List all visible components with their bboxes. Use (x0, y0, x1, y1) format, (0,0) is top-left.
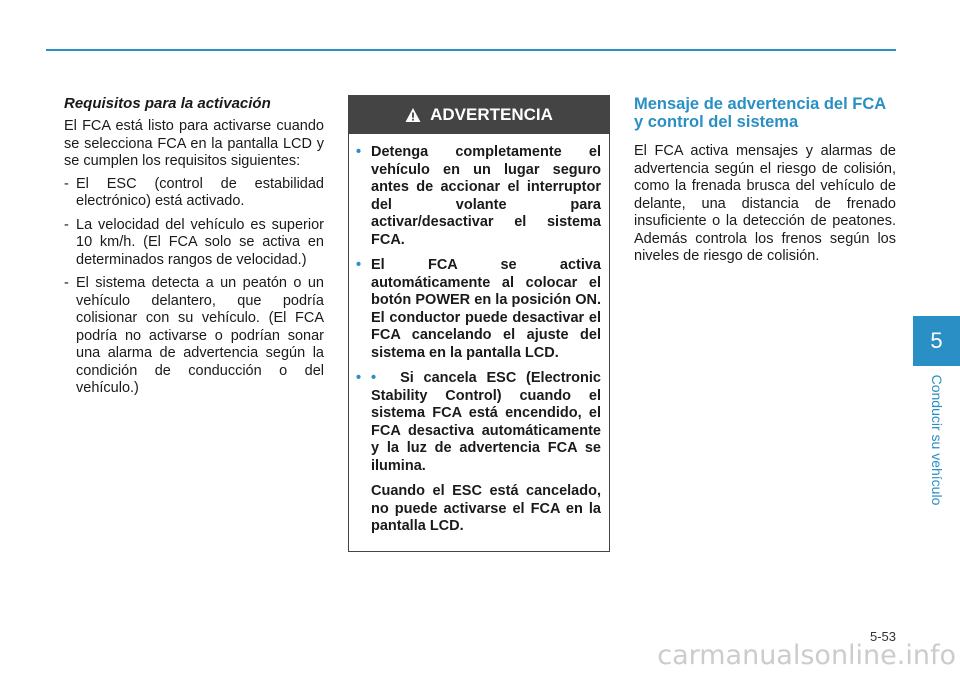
requirement-item (64, 217, 324, 270)
warning-message-column (634, 95, 896, 271)
requirement-item (64, 176, 324, 211)
watermark: carmanualsonline.info (657, 640, 956, 671)
page-number: 5-53 (869, 629, 896, 644)
warning-bullet-text: Si cancela ESC (Electronic Stability Control) cuando el sistema FCA está encendido, el FCA desactiva automáticamente y la luz de advertencia FCA se ilumina. (371, 370, 601, 474)
warning-bullet-text: El FCA se activa automáticamente al colocar el botón POWER en la posición ON. El conductor puede desactivar el FCA cancelando el ajuste del sistema en la pantalla LCD. (371, 257, 601, 361)
bullet-dot: • (356, 370, 362, 386)
warning-bullet (356, 144, 601, 249)
dash-marker: - (64, 275, 69, 291)
activation-intro: El FCA está listo para activarse cuando se selecciona FCA en la pantalla LCD y se cumplen los requisitos siguientes: (64, 118, 324, 169)
activation-requirements-column (64, 95, 324, 404)
warning-message-body: El FCA activa mensajes y alarmas de advertencia según el riesgo de colisión, como la frenada brusca del vehículo de delante, una distancia de frenado insuficiente o la detección de peatones. Además controla los frenos según los niveles de riesgo de colisión. (634, 143, 896, 264)
warning-bullet (356, 370, 601, 475)
requirement-text: El sistema detecta a un peatón o un vehículo delantero, que podría colisionar con su vehículo. (El FCA podría no activarse o podrían sonar una alarma de advertencia según la condición de conducción o del vehículo.) (76, 275, 324, 396)
warning-body (349, 134, 609, 536)
bullet-dot: • (356, 257, 362, 273)
chapter-title: Conducir su vehículo (929, 374, 945, 506)
requirement-text: La velocidad del vehículo es superior 10 km/h. (El FCA solo se activa en determinados rangos de velocidad.) (76, 216, 324, 268)
dash-marker: - (64, 175, 69, 192)
requirement-item (64, 275, 324, 398)
dash-marker: - (64, 216, 69, 233)
warning-extra-note: Cuando el ESC está cancelado, no puede activarse el FCA en la pantalla LCD. (371, 483, 601, 534)
bullet-dot: • (356, 144, 362, 160)
warning-box (348, 95, 610, 552)
chapter-tab: 5 (913, 316, 960, 366)
bullet-dot: • (371, 370, 377, 386)
warning-bullet (356, 257, 601, 362)
activation-requirements-heading: Requisitos para la activación (64, 95, 271, 112)
requirement-text: El ESC (control de estabilidad electrónico) está activado. (76, 175, 324, 209)
warning-message-heading: Mensaje de advertencia del FCA y control del sistema (634, 95, 886, 131)
warning-header (349, 96, 609, 134)
warning-bullet-text: Detenga completamente el vehículo en un lugar seguro antes de accionar el interruptor del volante para activar/desactivar el sistema FCA. (371, 144, 601, 248)
warning-title: ADVERTENCIA (430, 105, 553, 124)
top-rule (46, 49, 896, 51)
warning-triangle-icon (405, 107, 421, 123)
